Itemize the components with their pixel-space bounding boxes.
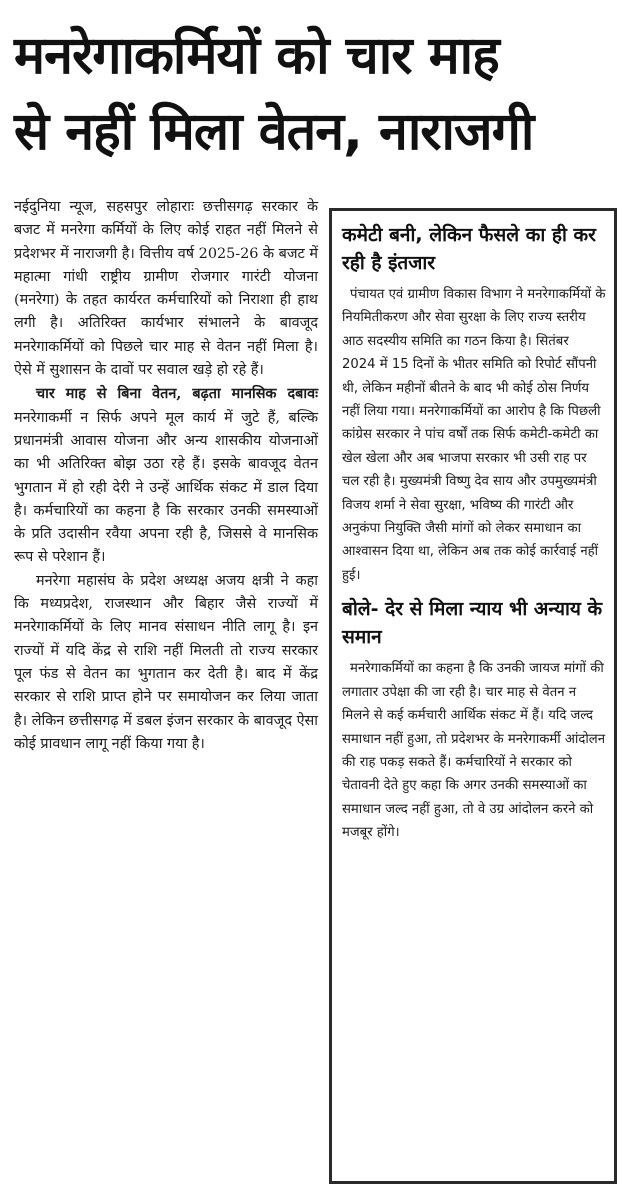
box-paragraph-1: पंचायत एवं ग्रामीण विकास विभाग ने मनरेगाकर्मियों के नियमितीकरण और सेवा सुरक्षा के लिए राज्य स्तरीय आठ सदस्यीय समिति का गठन किया है। सितंबर 2024 में 15 दिनों के भीतर समिति को रिपोर्ट सौंपनी थी, लेकिन महीनों बीतने के बाद भी कोई ठोस निर्णय नहीं लिया गया। मनरेगाकर्मियों का आरोप है कि पिछली कांग्रेस सरकार ने पांच वर्षों तक सिर्फ कमेटी-कमेटी का खेल खेला और अब भाजपा सरकार भी उसी राह पर चल रही है। मुख्यमंत्री विष्णु देव साय और उपमुख्यमंत्री विजय शर्मा ने सेवा सुरक्षा, भविष्य की गारंटी और अनुकंपा नियुक्ति जैसी मांगों को लेकर समाधान का आश्वासन दिया था, लेकिन अब तक कोई कार्रवाई नहीं हुई।: [342, 287, 606, 583]
sidebar-box: [329, 208, 617, 1184]
subhead: चार माह से बिना वेतन, बढ़ता मानसिक दबावः: [36, 385, 318, 403]
headline-line-2: से नहीं मिला वेतन, नाराजगी: [14, 102, 534, 162]
left-column: [14, 196, 318, 756]
box-heading-2: बोले- देर से मिला न्याय भी अन्याय के समान: [342, 598, 603, 649]
headline-line-1: मनरेगाकर्मियों को चार माह: [14, 26, 499, 86]
intro-paragraph: नईदुनिया न्यूज, सहसपुर लोहाराः छत्तीसगढ़ सरकार के बजट में मनरेगा कर्मियों के लिए कोई राहत नहीं मिलने से प्रदेशभर में नाराजगी है। वित्तीय वर्ष 2025-26 के बजट में महात्मा गांधी राष्ट्रीय ग्रामीण रोजगार गारंटी योजना (मनरेगा) के तहत कार्यरत कर्मचारियों को निराशा ही हाथ लगी है। अतिरिक्त कार्यभार संभालने के बावजूद मनरेगाकर्मियों को पिछले चार माह से वेतन नहीं मिला है। ऐसे में सुशासन के दावों पर सवाल खड़े हो रहे हैं।: [14, 199, 318, 379]
subhead-paragraph: [14, 382, 318, 569]
body-paragraph: मनरेगा महासंघ के प्रदेश अध्यक्ष अजय क्षत्री ने कहा कि मध्यप्रदेश, राजस्थान और बिहार जैसे राज्यों में मनरेगाकर्मियों के लिए मानव संसाधन नीति लागू है। इन राज्यों में यदि केंद्र से राशि नहीं मिलती तो राज्य सरकार पूल फंड से वेतन का भुगतान कर देती है। बाद में केंद्र सरकार से राशि प्राप्त होने पर समायोजन कर लिया जाता है। लेकिन छत्तीसगढ़ में डबल इंजन सरकार के बावजूद ऐसा कोई प्रावधान लागू नहीं किया गया है।: [14, 572, 318, 752]
box-paragraph-2: मनरेगाकर्मियों का कहना है कि उनकी जायज मांगों की लगातार उपेक्षा की जा रही है। चार माह से वेतन न मिलने से कई कर्मचारी आर्थिक संकट में हैं। यदि जल्द समाधान नहीं हुआ, तो प्रदेशभर के मनरेगाकर्मी आंदोलन की राह पकड़ सकते हैं। कर्मचारियों ने सरकार को चेतावनी देते हुए कहा कि अगर उनकी समस्याओं का समाधान जल्द नहीं हुआ, तो वे उग्र आंदोलन करने को मजबूर होंगे।: [342, 661, 606, 841]
subhead-body: मनरेगाकर्मी न सिर्फ अपने मूल कार्य में जुटे हैं, बल्कि प्रधानमंत्री आवास योजना और अन्य शासकीय योजनाओं का भी अतिरिक्त बोझ उठा रहे हैं। इसके बावजूद वेतन भुगतान में हो रही देरी ने उन्हें आर्थिक संकट में डाल दिया है। कर्मचारियों का कहना है कि सरकार उनकी समस्याओं के प्रति उदासीन रवैया अपना रही है, जिससे वे मानसिक रूप से परेशान हैं।: [14, 409, 318, 566]
box-heading-1: कमेटी बनी, लेकिन फैसले का ही कर रही है इंतजार: [342, 224, 596, 274]
headline: [14, 18, 626, 170]
